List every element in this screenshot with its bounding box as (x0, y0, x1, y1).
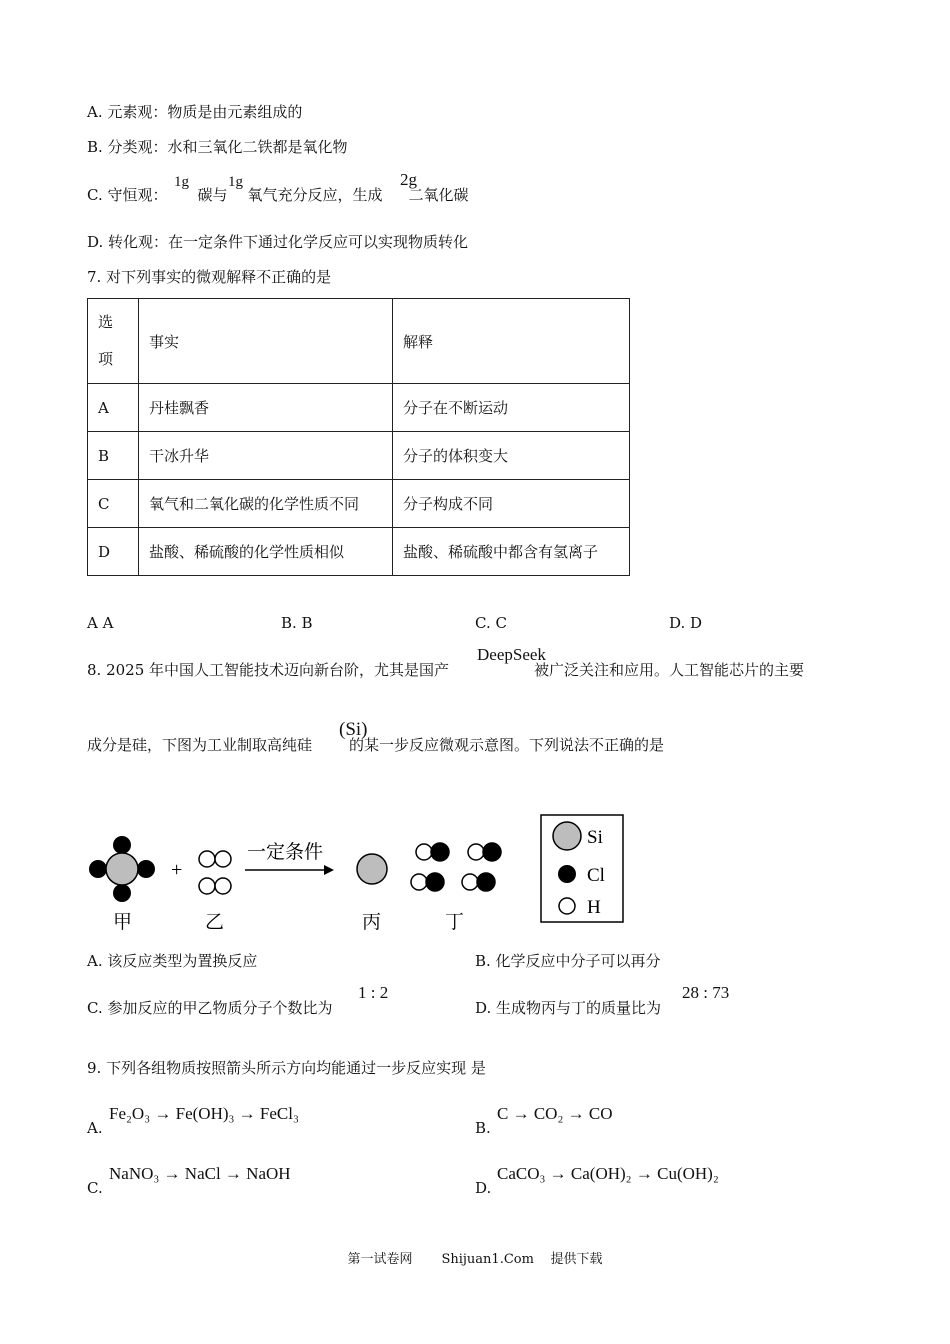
q8-si-formula: (Si) (339, 719, 368, 740)
molecule-bing (357, 854, 387, 884)
q9-stem: 9. 下列各组物质按照箭头所示方向均能通过一步反应实现 是 (87, 1059, 486, 1077)
label-ding: 丁 (445, 911, 465, 933)
diagram-legend (541, 815, 623, 922)
q7-stem: 7. 对下列事实的微观解释不正确的是 (87, 268, 332, 286)
q8-option-c: C. 参加反应的甲乙物质分子个数比为 (87, 999, 333, 1017)
condition-label: 一定条件 (247, 841, 324, 863)
q7-choice-c: C. C (475, 614, 507, 632)
q9-option-c-formula: NaNO₃ → NaCl → NaOH (109, 1164, 291, 1183)
row-explain: 盐酸、稀硫酸中都含有氢离子 (393, 528, 630, 576)
q9-option-b-formula: C → CO₂ → CO (497, 1104, 613, 1123)
molecule-ding (411, 843, 501, 891)
q8-option-d: D. 生成物丙与丁的质量比为 (475, 999, 662, 1017)
row-explain: 分子构成不同 (393, 480, 630, 528)
q6-mass-carbon: 1g (174, 174, 189, 190)
row-fact: 氧气和二氧化碳的化学性质不同 (139, 480, 393, 528)
q6-option-c-text-1: C. 守恒观： (87, 186, 168, 204)
q8-deepseek: DeepSeek (477, 645, 546, 664)
row-fact: 丹桂飘香 (139, 384, 393, 432)
header-option: 选 项 (88, 299, 139, 384)
q9-option-a-formula: Fe₂O₃ → Fe(OH)₃ → FeCl₃ (109, 1104, 299, 1123)
q9-option-d-label: D. (475, 1179, 492, 1197)
table-row (88, 432, 630, 480)
q8-option-d-ratio: 28 : 73 (682, 983, 730, 1002)
table-row (88, 528, 630, 576)
q7-choice-b: B. B (281, 614, 313, 632)
row-explain: 分子的体积变大 (393, 432, 630, 480)
row-option: A (88, 384, 139, 432)
molecule-yi (199, 851, 231, 894)
legend-cl: Cl (587, 865, 605, 886)
q8-option-a: A. 该反应类型为置换反应 (87, 952, 258, 970)
legend-h: H (587, 897, 601, 918)
q9-option-d-formula: CaCO₃ → Ca(OH)₂ → Cu(OH)₂ (497, 1164, 719, 1183)
reaction-arrow (245, 865, 334, 875)
q6-option-b: B. 分类观：水和三氧化二铁都是氧化物 (87, 138, 348, 156)
q7-table (87, 298, 630, 576)
q8-option-b: B. 化学反应中分子可以再分 (475, 952, 661, 970)
q9-option-b-label: B. (475, 1119, 491, 1137)
label-jia: 甲 (113, 911, 133, 933)
q6-option-c-text-4: 二氧化碳 (408, 186, 469, 204)
table-row (88, 480, 630, 528)
q6-option-a: A. 元素观：物质是由元素组成的 (87, 103, 303, 121)
table-header-row (88, 299, 630, 384)
header-fact: 事实 (139, 299, 393, 384)
row-option: C (88, 480, 139, 528)
q9-option-c-label: C. (87, 1179, 103, 1197)
page-footer: 第一试卷网 Shijuan1.Com 提供下载 (347, 1252, 603, 1267)
row-fact: 干冰升华 (139, 432, 393, 480)
header-explain: 解释 (393, 299, 630, 384)
row-option: D (88, 528, 139, 576)
q6-mass-oxygen: 1g (228, 174, 243, 190)
label-bing: 丙 (362, 911, 382, 933)
q8-stem-line2: 成分是硅，下图为工业制取高纯硅 的某一步反应微观示意图。下列说法不正确的是 (87, 736, 665, 754)
table-row (88, 384, 630, 432)
q7-choice-a: A A (87, 614, 114, 632)
reaction-diagram (80, 810, 640, 940)
q6-option-c-text-3: 氧气充分反应，生成 (247, 186, 383, 204)
legend-si: Si (587, 827, 603, 848)
q7-choice-d: D. D (669, 614, 703, 632)
label-yi: 乙 (205, 911, 225, 933)
q8-option-c-ratio: 1 : 2 (358, 983, 389, 1002)
plus-sign: + (171, 859, 183, 881)
q6-option-d: D. 转化观：在一定条件下通过化学反应可以实现物质转化 (87, 233, 469, 251)
row-fact: 盐酸、稀硫酸的化学性质相似 (139, 528, 393, 576)
molecule-jia (89, 836, 155, 902)
row-option: B (88, 432, 139, 480)
q6-option-c-text-2: 碳与 (197, 186, 228, 204)
row-explain: 分子在不断运动 (393, 384, 630, 432)
q6-mass-co2: 2g (400, 170, 417, 189)
q9-option-a-label: A. (87, 1119, 103, 1137)
q8-stem-line1: 8. 2025 年中国人工智能技术迈向新台阶，尤其是国产 被广泛关注和应用。人工智能芯片的主要 (87, 661, 805, 679)
